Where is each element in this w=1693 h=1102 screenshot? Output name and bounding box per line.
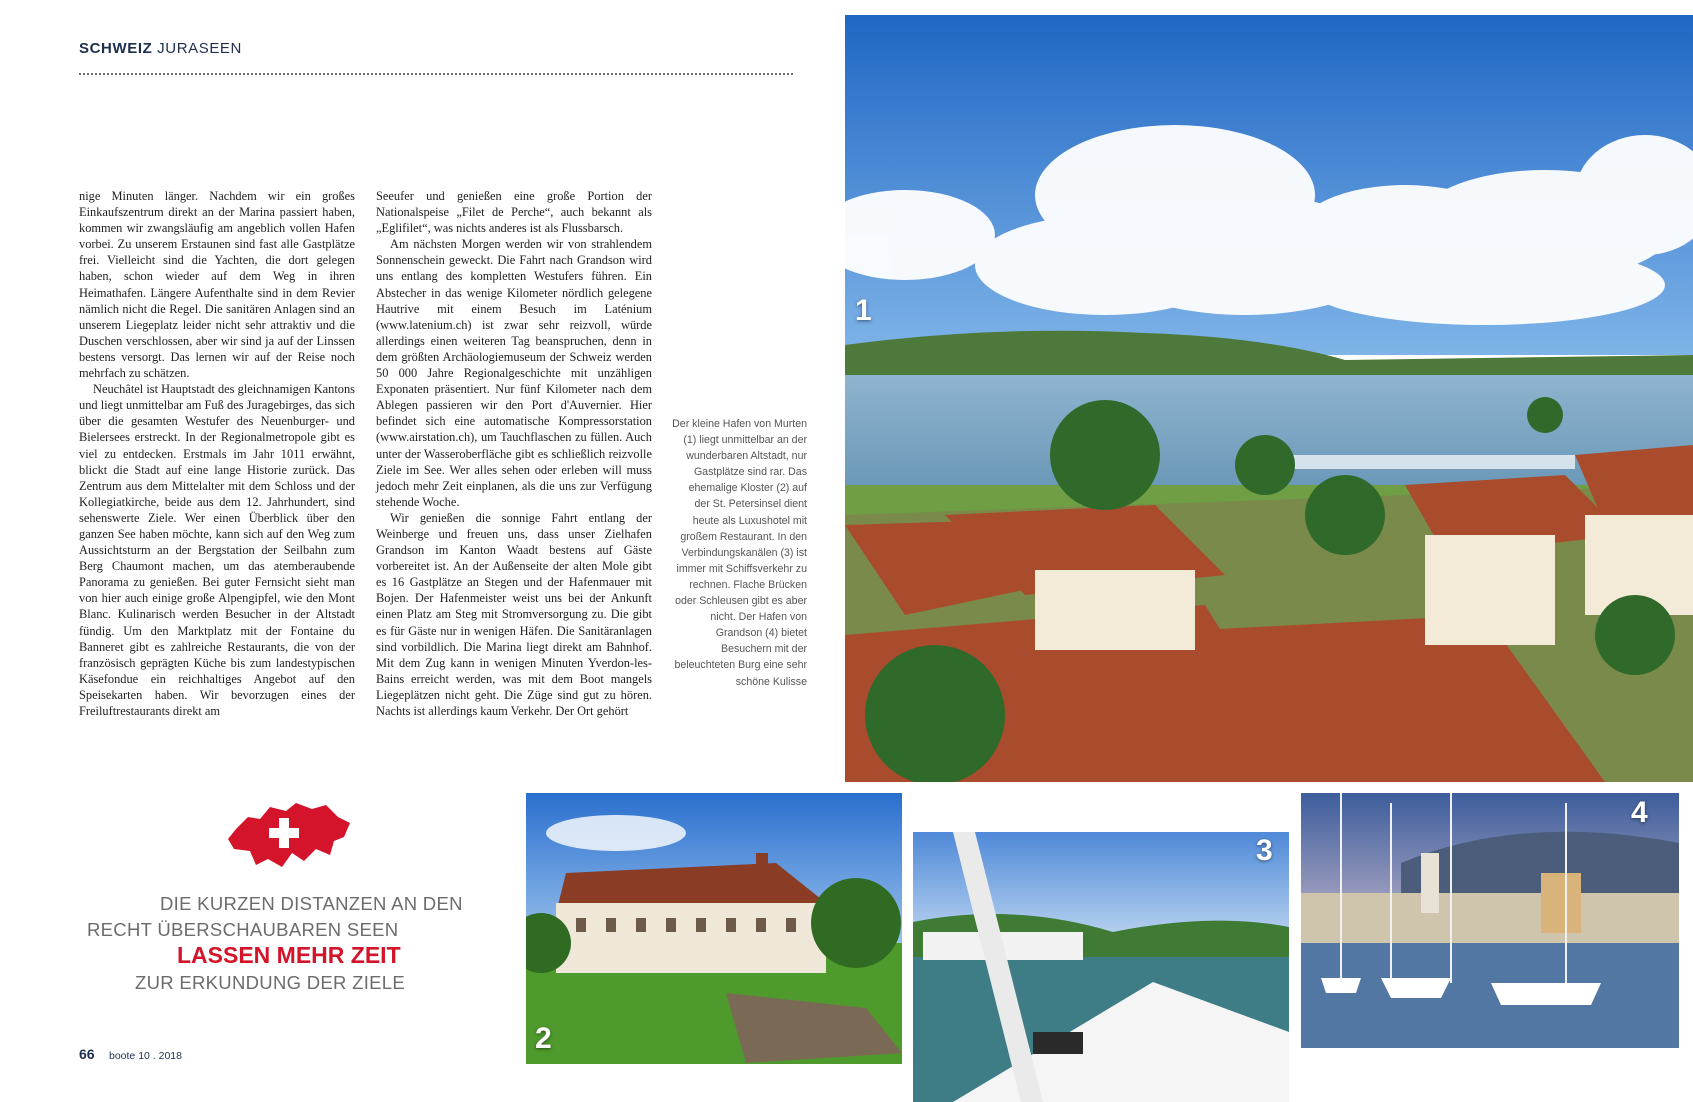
photo-number-3: 3 — [1256, 834, 1273, 867]
page-number: 66 — [79, 1046, 95, 1062]
photo-4-image — [1301, 793, 1679, 1048]
photo-st-petersinsel-monastery — [526, 793, 902, 1064]
swiss-map-icon — [226, 799, 354, 871]
pullquote-line-4: ZUR ERKUNDUNG DER ZIELE — [135, 972, 406, 993]
section-header — [79, 40, 242, 57]
photo-number-2: 2 — [535, 1022, 552, 1055]
pullquote-line-2: RECHT ÜBERSCHAUBAREN SEEN — [87, 919, 399, 940]
photo-murten-harbour — [845, 15, 1693, 782]
paragraph: Am nächsten Morgen werden wir von strahlendem Sonnenschein geweckt. Die Fahrt nach Grandson wird uns entlang des kompletten Westufers führen. Ein Abstecher in das wenige Kilometer nördlich gelegene Hautrive mit einem Besuch im Laténium (www.latenium.ch) ist zwar sehr reizvoll, würde allerdings einen weiteren Tag beanspruchen, denn in dem größten Archäologiemuseum der Schweiz werden 50 000 Jahre Regionalgeschichte mit unzähligen Exponaten präsentiert. Nur fünf Kilometer nach dem Ablegen passieren wir den Port d'Auvernier. Hier befindet sich eine automatische Kompressorstation (www.airstation.ch), um Tauchflaschen zu füllen. Auch unter der Wasseroberfläche gibt es schließlich reizvolle Ziele im See. Wer alles sehen oder erleben will muss jedoch mehr Zeit einplanen, als die uns zur Verfügung stehende Woche. — [376, 237, 652, 509]
photo-number-1: 1 — [855, 294, 872, 327]
photo-grandson-harbour — [1301, 793, 1679, 1048]
pullquote-highlight: LASSEN MEHR ZEIT — [177, 942, 401, 968]
header-divider — [79, 73, 793, 75]
paragraph: Seeufer und genießen eine große Portion der Nationalspeise „Filet de Perche“, auch bekannt als „Eglifilet“, was nichts anderes ist als Flussbarsch. — [376, 189, 652, 236]
photo-number-4: 4 — [1631, 796, 1648, 829]
section-subtitle: JURASEEN — [157, 40, 242, 57]
section-title: SCHWEIZ — [79, 40, 153, 57]
paragraph: Neuchâtel ist Hauptstadt des gleichnamigen Kantons und liegt unmittelbar am Fuß des Juragebirges, das sich über die gesamten Westufer des Neuenburger- und Bielersees erstreckt. In der Regionalmetropole gibt es viel zu entdecken. Erstmals im Jahr 1011 erwähnt, blickt die Stadt auf eine lange Historie zurück. Das Zentrum aus dem Mittelalter mit dem Schloss und der Kollegiatkirche, beide aus dem 12. Jahrhundert, sind sehenswerte Ziele. Wer einen Überblick über den ganzen See haben möchte, kann sich auf den Weg zum Aussichtsturm an der Bergstation der Seilbahn zum Berg Chaumont machen, um das atemberaubende Panorama zu genießen. Bei guter Fernsicht sieht man von hier auch einige große Alpengipfel, wie den Mont Blanc. Kulinarisch werden Besucher in der Altstadt fündig. Um den Marktplatz mit der Fontaine du Banneret gibt es zahlreiche Restaurants, die von der französisch geprägten Küche bis zum landestypischen Käsefondue ein reichhaltiges Angebot auf den Speisekarten haben. Wir bevorzugen eines der Freiluftrestaurants direkt am — [79, 382, 355, 718]
photo-1-image — [845, 15, 1693, 782]
photo-connection-canal — [913, 832, 1289, 1102]
paragraph: nige Minuten länger. Nachdem wir ein großes Einkaufszentrum direkt an der Marina passiert haben, kommen wir zwangsläufig am angeblich vollen Hafen vorbei. Zu unserem Erstaunen sind fast alle Gastplätze frei. Vielleicht sind die Yachten, die dort gelegen haben, schon wieder auf dem Weg in ihren Heimathafen. Längere Aufenthalte sind in dem Revier nämlich nicht die Regel. Die sanitären Anlagen sind an unserem Liegeplatz leider nicht sehr attraktiv und die Duschen verschlossen, aber wir sind ja auf der Linssen bestens versorgt. Das lernen wir auf der Reise noch mehrfach zu schätzen. — [79, 189, 355, 381]
photo-caption: Der kleine Hafen von Murten (1) liegt unmittelbar an der wunderbaren Altstadt, nur Gastplätze sind rar. Das ehemalige Kloster (2) auf der St. Petersinsel dient heute als Luxushotel mit großem Restaurant. In den Verbindungskanälen (3) ist immer mit Schiffsverkehr zu rechnen. Flache Brücken oder Schleusen gibt es aber nicht. Der Hafen von Grandson (4) bietet Besuchern mit der beleuchteten Burg eine sehr schöne Kulisse — [672, 418, 807, 688]
magazine-issue: boote 10 . 2018 — [109, 1050, 182, 1062]
article-column-2 — [376, 188, 652, 719]
article-column-1 — [79, 188, 355, 719]
photo-3-image — [913, 832, 1289, 1102]
photo-2-image — [526, 793, 902, 1064]
paragraph: Wir genießen die sonnige Fahrt entlang der Weinberge und freuen uns, dass unser Zielhafen Grandson im Kanton Waadt bestens auf Gäste vorbereitet ist. An der Außenseite der alten Mole gibt es 16 Gastplätze an Stegen und der Hafenmauer mit Bojen. Der Hafenmeister weist uns bei der Ankunft einen Platz am Steg mit Stromversorgung zu. Die gibt es für Gäste nur in wenigen Häfen. Die Sanitäranlagen sind vorbildlich. Die Marina liegt direkt am Bahnhof. Mit dem Zug kann in wenigen Minuten Yverdon-les-Bains erreicht werden, was mit dem Boot mangels Liegeplätzen nicht geht. Die Züge sind gut zu hören. Nachts ist allerdings kaum Verkehr. Der Ort gehört — [376, 510, 652, 718]
pullquote-line-1: DIE KURZEN DISTANZEN AN DEN — [160, 893, 463, 914]
